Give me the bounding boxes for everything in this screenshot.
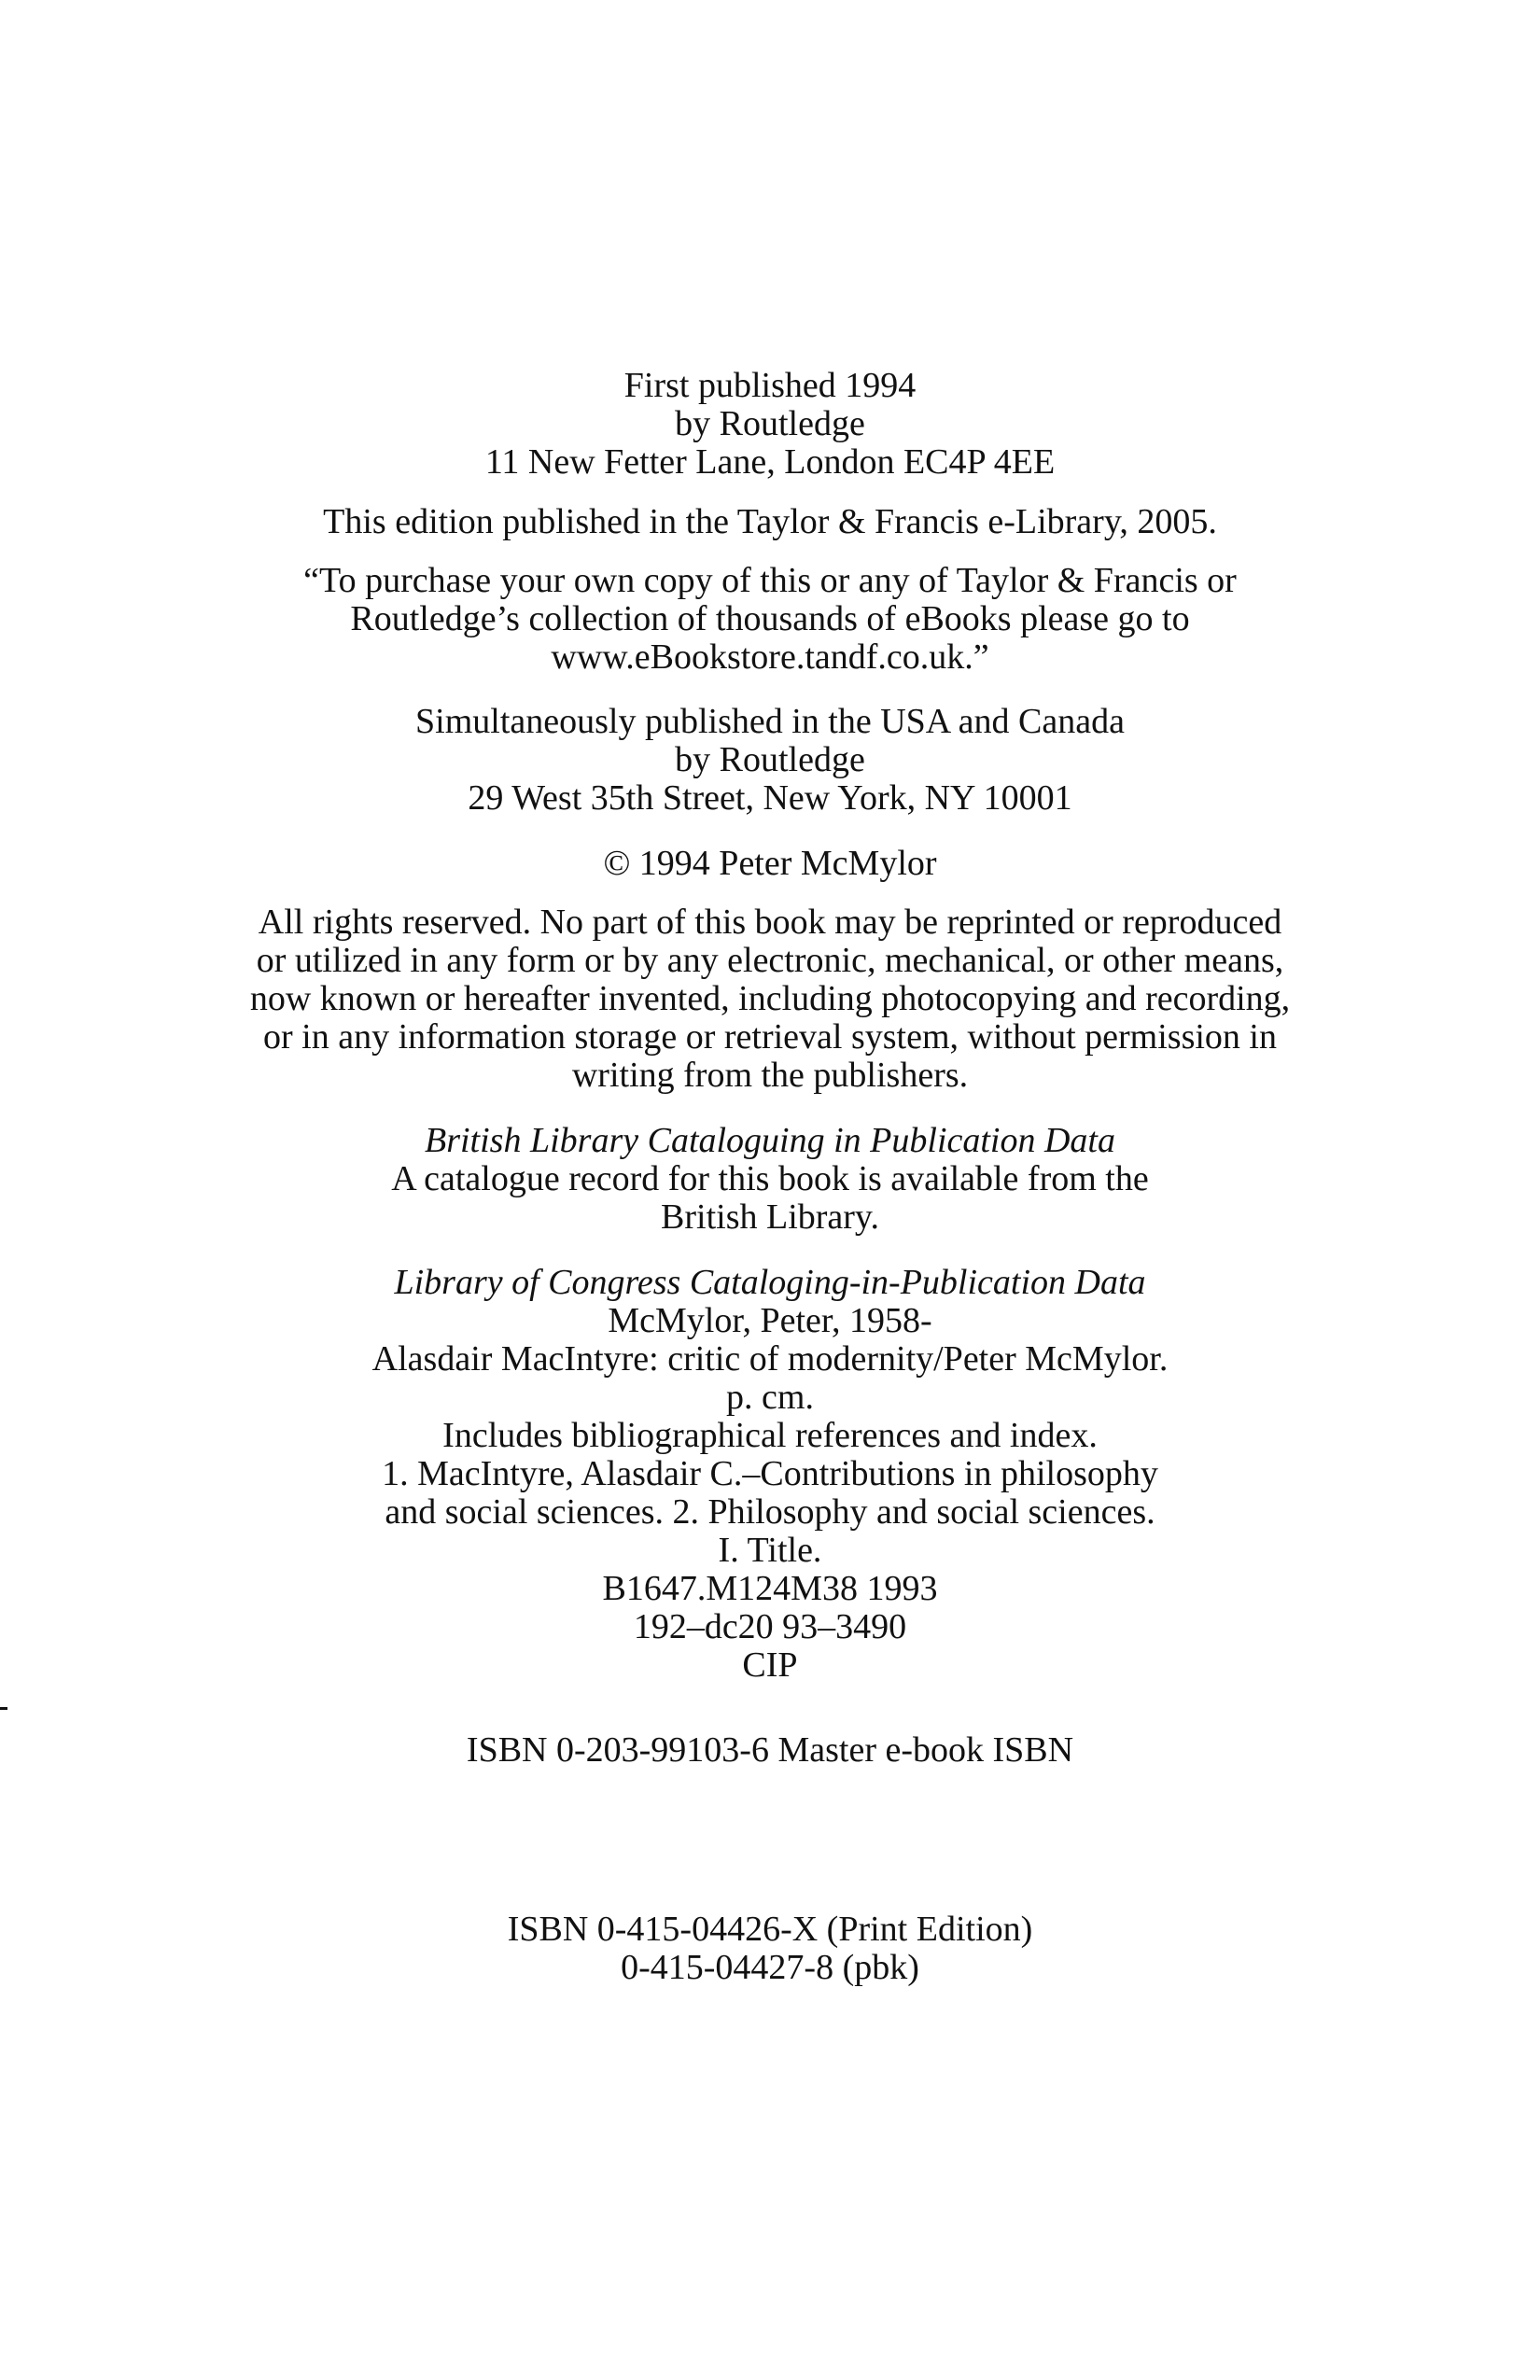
isbn-master bbox=[131, 1731, 1409, 1770]
rights-line: now known or hereafter invented, including photocopying and recording, bbox=[249, 979, 1291, 1018]
loc-line: CIP bbox=[742, 1645, 798, 1685]
rights-line: or utilized in any form or by any electronic, mechanical, or other means, bbox=[256, 941, 1284, 980]
purchase-line: Routledge’s collection of thousands of eBooks please go to bbox=[350, 599, 1190, 638]
margin-mark bbox=[0, 1707, 7, 1710]
loc-line: Includes bibliographical references and index. bbox=[442, 1416, 1098, 1455]
loc-line: p. cm. bbox=[726, 1378, 814, 1417]
isbn-print bbox=[131, 1911, 1409, 1987]
usa-canada-info bbox=[131, 703, 1409, 818]
usa-line: Simultaneously published in the USA and Canada bbox=[415, 702, 1125, 741]
publication-line: First published 1994 bbox=[623, 366, 917, 405]
rights-line: writing from the publishers. bbox=[571, 1056, 969, 1095]
loc-line: I. Title. bbox=[718, 1531, 822, 1570]
purchase-line: www.eBookstore.tandf.co.uk.” bbox=[551, 637, 989, 677]
rights-line: or in any information storage or retrieval system, without permission in bbox=[263, 1017, 1277, 1057]
rights-statement bbox=[131, 903, 1409, 1095]
purchase-line: “To purchase your own copy of this or any of Taylor & Francis or bbox=[303, 561, 1237, 600]
loc-line: 192–dc20 93–3490 bbox=[633, 1607, 907, 1646]
rights-line: All rights reserved. No part of this book may be reprinted or reproduced bbox=[258, 903, 1282, 942]
loc-line: and social sciences. 2. Philosophy and social sciences. bbox=[385, 1492, 1155, 1532]
british-library-cip bbox=[131, 1122, 1409, 1237]
publication-line: by Routledge bbox=[675, 404, 865, 443]
copyright-line: © 1994 Peter McMylor bbox=[603, 844, 937, 883]
loc-line: B1647.M124M38 1993 bbox=[602, 1569, 938, 1608]
british-library-heading: British Library Cataloguing in Publication Data bbox=[425, 1121, 1115, 1160]
copyright-notice bbox=[131, 845, 1409, 883]
loc-line: 1. MacIntyre, Alasdair C.–Contributions in philosophy bbox=[382, 1454, 1158, 1493]
isbn-master-line: ISBN 0-203-99103-6 Master e-book ISBN bbox=[466, 1730, 1074, 1770]
isbn-print-line: ISBN 0-415-04426-X (Print Edition) bbox=[507, 1910, 1033, 1949]
publication-info bbox=[131, 367, 1409, 482]
library-of-congress-cip bbox=[131, 1264, 1409, 1685]
loc-line: McMylor, Peter, 1958- bbox=[608, 1301, 932, 1340]
purchase-info bbox=[131, 562, 1409, 677]
british-library-line: A catalogue record for this book is available from the bbox=[391, 1159, 1149, 1198]
british-library-line: British Library. bbox=[661, 1197, 879, 1237]
edition-line: This edition published in the Taylor & Francis e-Library, 2005. bbox=[323, 502, 1217, 541]
loc-line: Alasdair MacIntyre: critic of modernity/Peter McMylor. bbox=[371, 1339, 1169, 1379]
usa-line: 29 West 35th Street, New York, NY 10001 bbox=[468, 778, 1072, 818]
edition-info bbox=[131, 503, 1409, 541]
isbn-print-line: 0-415-04427-8 (pbk) bbox=[621, 1948, 919, 1987]
usa-line: by Routledge bbox=[675, 740, 865, 779]
publication-line: 11 New Fetter Lane, London EC4P 4EE bbox=[484, 442, 1056, 482]
loc-heading: Library of Congress Cataloging-in-Publication Data bbox=[394, 1263, 1146, 1302]
